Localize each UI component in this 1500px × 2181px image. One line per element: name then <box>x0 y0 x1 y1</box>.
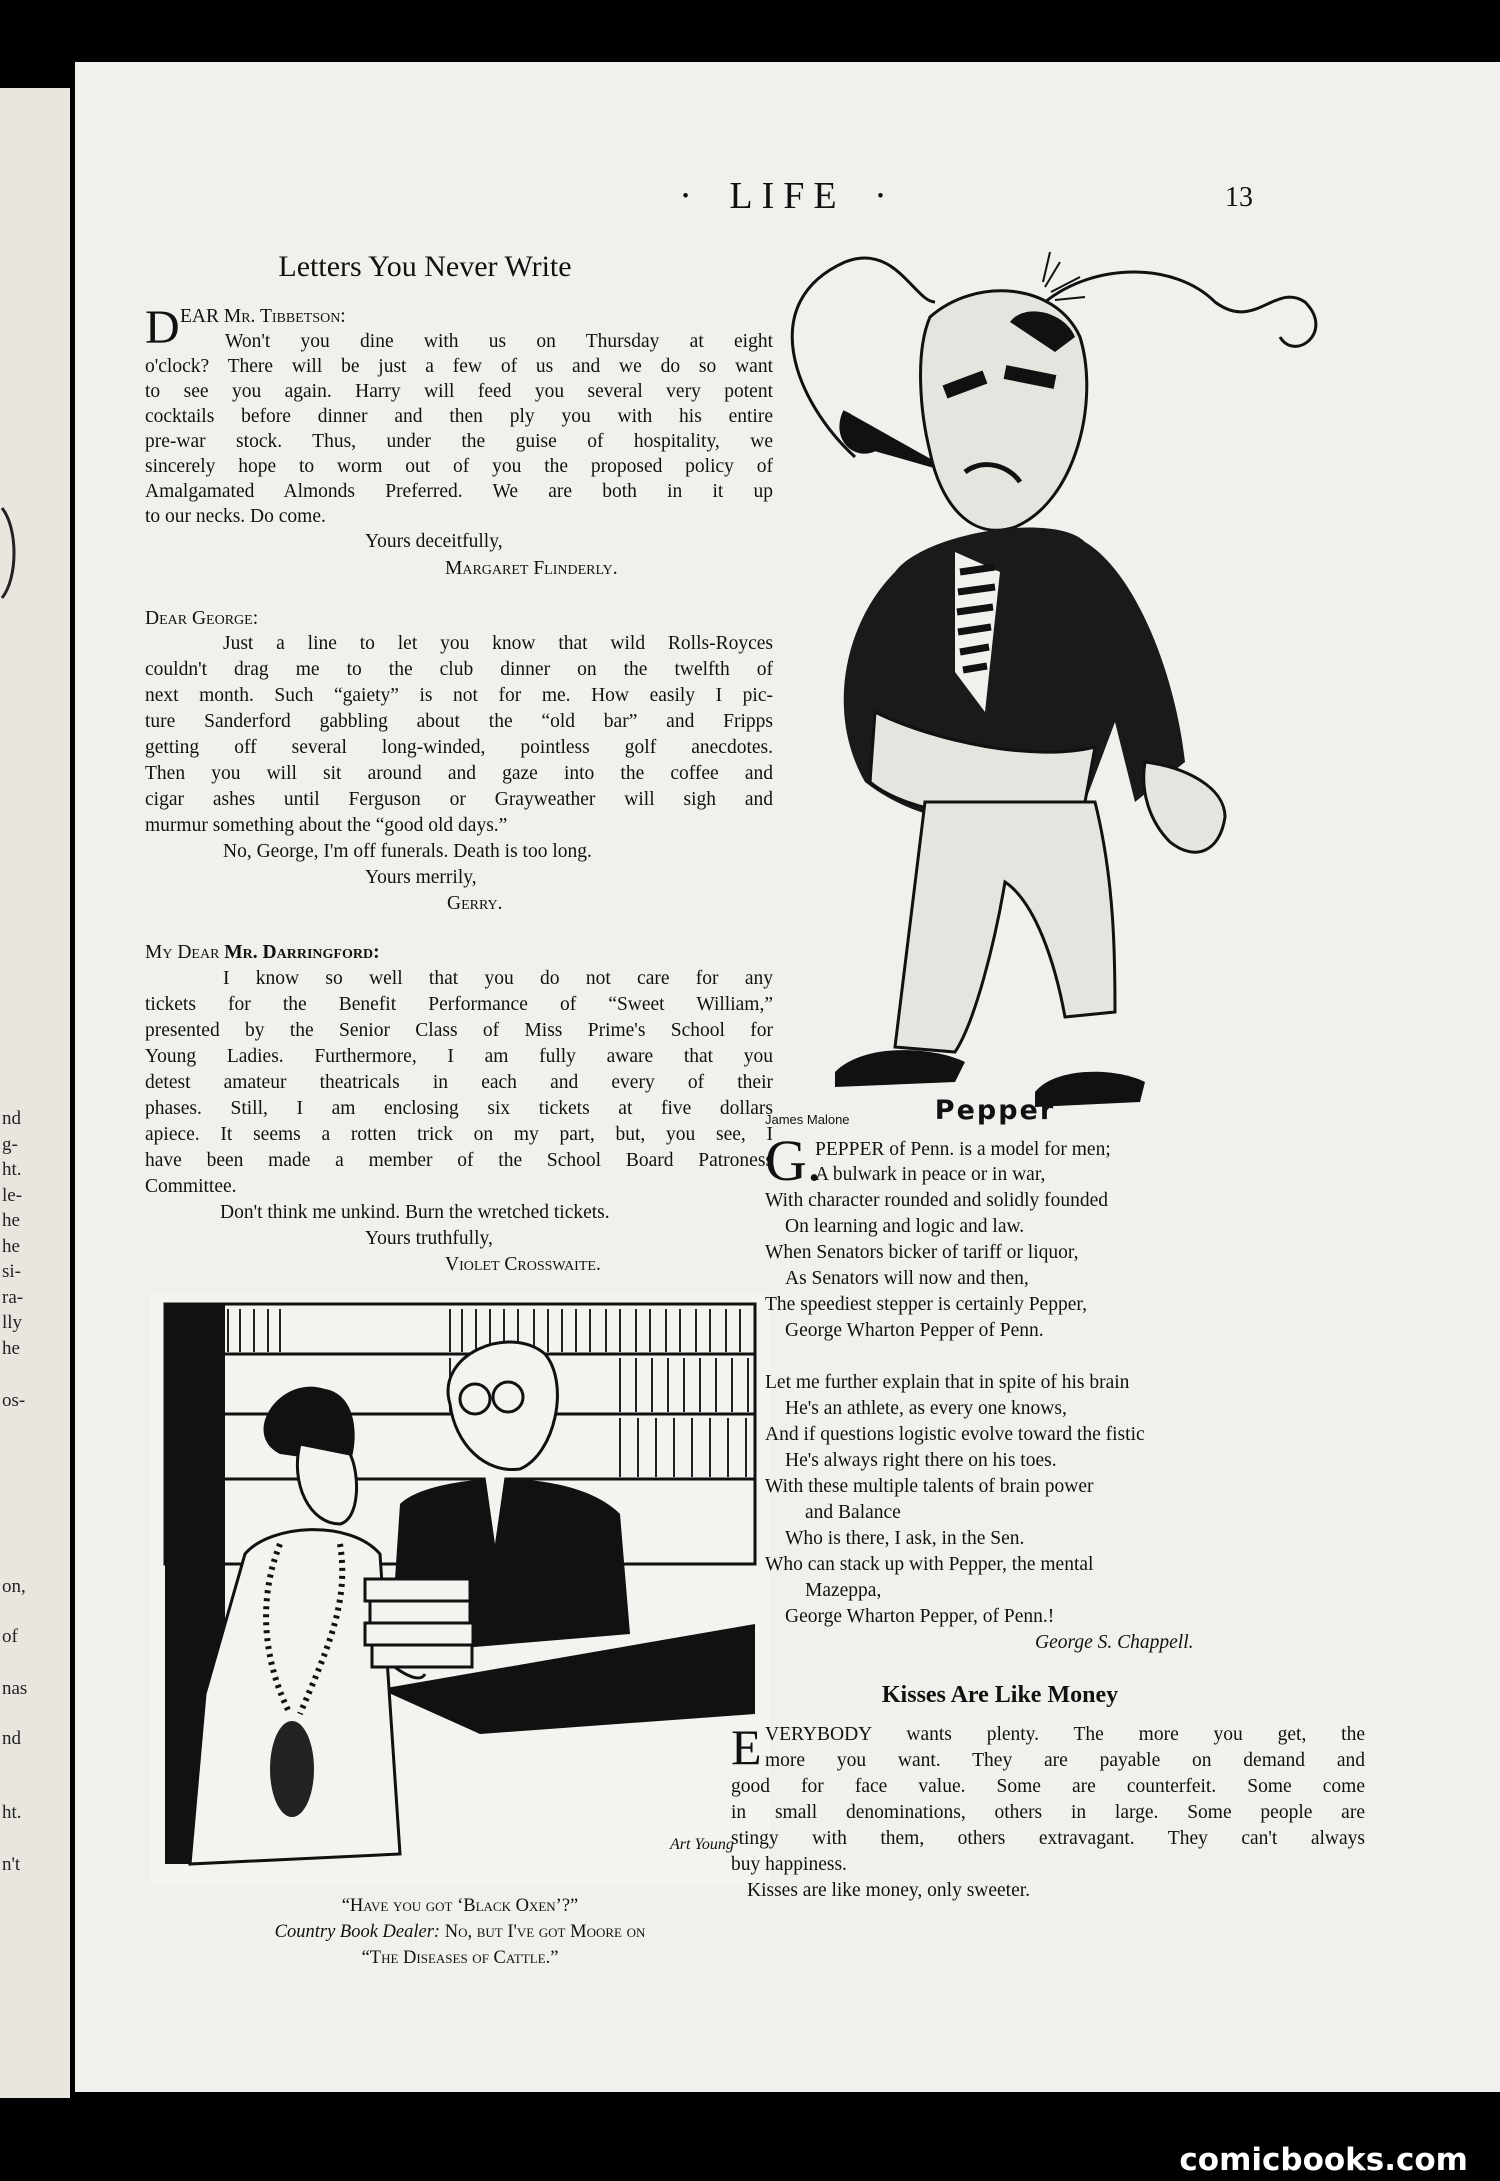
letter-line: Then you will sit around and gaze into the coffee and <box>145 763 773 784</box>
poem-title: Pepper <box>934 1095 1056 1126</box>
letter-line: cocktails before dinner and then ply you with his entire <box>145 406 773 427</box>
poem-line: The speediest stepper is certainly Pepper, <box>765 1294 1087 1315</box>
facing-page-fragment: ra- <box>2 1287 24 1308</box>
letter-line: Amalgamated Almonds Preferred. We are both in it up <box>145 481 773 502</box>
poem-line: On learning and logic and law. <box>785 1216 1025 1237</box>
facing-page-fragment: le- <box>2 1185 23 1206</box>
letter-line: have been made a member of the School Board Patroness <box>145 1150 773 1171</box>
letter-line: tickets for the Benefit Performance of “Sweet William,” <box>145 994 773 1015</box>
poem-line: PEPPER of Penn. is a model for men; <box>815 1139 1111 1160</box>
facing-page-fragment: os- <box>2 1390 26 1411</box>
pepper-caricature <box>755 242 1385 1147</box>
letter-salutation: Dear George: <box>145 608 259 629</box>
facing-page-fragment: ht. <box>2 1159 22 1180</box>
letter-signature: Margaret Flinderly. <box>445 558 618 579</box>
portrait-artist-signature: James Malone <box>765 1112 850 1127</box>
letter-salutation <box>145 940 380 965</box>
facing-page-fragment: he <box>2 1210 20 1231</box>
facing-page-fragment: nd <box>2 1728 21 1749</box>
facing-page-fragment: he <box>2 1236 20 1257</box>
kisses-line: more you want. They are payable on demand and <box>765 1750 1365 1771</box>
letter-line: o'clock? There will be just a few of us and we do so want <box>145 356 773 377</box>
letter-line: to see you again. Harry will feed you several very potent <box>145 381 773 402</box>
poem-line: He's an athlete, as every one knows, <box>785 1398 1067 1419</box>
letter-line: pre-war stock. Thus, under the guise of hospitality, we <box>145 431 773 452</box>
site-watermark: comicbooks.com <box>1179 2142 1468 2178</box>
salutation-prefix: My Dear <box>145 942 220 963</box>
kisses-dropcap: E <box>731 1719 762 1775</box>
kisses-line: VERYBODY wants plenty. The more you get, the <box>765 1724 1365 1745</box>
letter-line: No, George, I'm off funerals. Death is too long. <box>223 841 592 862</box>
bookshop-cartoon <box>150 1294 770 1884</box>
letter-closing: Yours truthfully, <box>365 1228 493 1249</box>
magazine-title: LIFE <box>729 175 846 217</box>
poem-author: George S. Chappell. <box>1035 1632 1194 1653</box>
facing-page-fragment: nas <box>2 1678 28 1699</box>
poem-dropcap: G. <box>765 1128 822 1193</box>
poem-line: He's always right there on his toes. <box>785 1450 1057 1471</box>
masthead-dot: · <box>874 175 896 217</box>
facing-page-ornament <box>0 498 20 608</box>
kisses-line: Kisses are like money, only sweeter. <box>747 1880 1031 1901</box>
poem-line: When Senators bicker of tariff or liquor, <box>765 1242 1079 1263</box>
letter-closing: Yours merrily, <box>365 867 477 888</box>
letter-line: Won't you dine with us on Thursday at eight <box>225 331 773 352</box>
letter-line: cigar ashes until Ferguson or Grayweather will sigh and <box>145 789 773 810</box>
poem-line: George Wharton Pepper of Penn. <box>785 1320 1044 1341</box>
poem-line: With character rounded and solidly founded <box>765 1190 1109 1211</box>
facing-page-fragment: si- <box>2 1261 21 1282</box>
facing-page-fragment: nd <box>2 1108 21 1129</box>
letter-line: Young Ladies. Furthermore, I am fully aware that you <box>145 1046 773 1067</box>
caption-line: “The Diseases of Cattle.” <box>361 1948 559 1968</box>
letter-line: getting off several long-winded, pointless golf anecdotes. <box>145 737 773 758</box>
facing-page-fragment: g- <box>2 1134 18 1155</box>
kisses-line: good for face value. Some are counterfeit. Some come <box>731 1776 1365 1797</box>
page-number: 13 <box>1225 182 1253 213</box>
letter-salutation: EAR Mr. Tibbetson: <box>180 306 346 327</box>
caption-line <box>150 1922 770 1943</box>
facing-page-fragment: lly <box>2 1312 23 1333</box>
magazine-page <box>75 62 1500 2092</box>
facing-page-fragment: n't <box>2 1854 21 1875</box>
dropcap-d: D <box>145 301 180 354</box>
letter-line: apiece. It seems a rotten trick on my part, but, you see, I <box>145 1124 773 1145</box>
poem-line: A bulwark in peace or in war, <box>815 1164 1046 1185</box>
letter-line: murmur something about the “good old days.” <box>145 815 508 836</box>
kisses-title: Kisses Are Like Money <box>881 1682 1119 1708</box>
facing-page-fragment: ht. <box>2 1802 22 1823</box>
letter-line: Committee. <box>145 1176 237 1197</box>
masthead <box>75 174 1500 218</box>
letter-line: to our necks. Do come. <box>145 506 326 527</box>
salutation-name: Mr. Darringford: <box>224 942 380 963</box>
letter-signature: Violet Crosswaite. <box>445 1254 601 1275</box>
masthead-dot: · <box>679 175 701 217</box>
poem-line: Who can stack up with Pepper, the mental <box>765 1554 1094 1575</box>
letter-signature: Gerry. <box>447 893 503 914</box>
letter-line: next month. Such “gaiety” is not for me. How easily I pic- <box>145 685 773 706</box>
letter-closing: Yours deceitfully, <box>365 531 503 552</box>
kisses-line: stingy with them, others extravagant. They can't always <box>731 1828 1365 1849</box>
letter-line: couldn't drag me to the club dinner on the twelfth of <box>145 659 773 680</box>
kisses-line: buy happiness. <box>731 1854 847 1875</box>
facing-page-fragment: he <box>2 1338 20 1359</box>
letter-line: presented by the Senior Class of Miss Prime's School for <box>145 1020 773 1041</box>
letter-line: detest amateur theatricals in each and every of their <box>145 1072 773 1093</box>
letter-line: Just a line to let you know that wild Rolls-Royces <box>223 633 773 654</box>
poem-line: George Wharton Pepper, of Penn.! <box>785 1606 1055 1627</box>
letters-title: Letters You Never Write <box>278 250 572 283</box>
letter-line: Don't think me unkind. Burn the wretched tickets. <box>220 1202 610 1223</box>
letter-line: I know so well that you do not care for any <box>223 968 773 989</box>
caption-line: “Have you got ‘Black Oxen’?” <box>341 1896 579 1916</box>
caption-text: No, but I've got Moore on <box>444 1922 646 1942</box>
facing-page-edge <box>0 88 70 2098</box>
poem-line: As Senators will now and then, <box>785 1268 1029 1289</box>
facing-page-fragment: on, <box>2 1576 26 1597</box>
facing-page-fragment: of <box>2 1626 18 1647</box>
poem-line: And if questions logistic evolve toward the fistic <box>765 1424 1145 1445</box>
poem-line: Mazeppa, <box>805 1580 882 1601</box>
kisses-line: in small denominations, others in large. Some people are <box>731 1802 1365 1823</box>
cartoon-artist-signature: Art Young <box>670 1836 734 1853</box>
poem-line: Let me further explain that in spite of his brain <box>765 1372 1130 1393</box>
letter-line: ture Sanderford gabbling about the “old bar” and Fripps <box>145 711 773 732</box>
poem-line: Who is there, I ask, in the Sen. <box>785 1528 1025 1549</box>
poem-line: and Balance <box>805 1502 901 1523</box>
letter-line: phases. Still, I am enclosing six tickets at five dollars <box>145 1098 773 1119</box>
letter-line: sincerely hope to worm out of you the proposed policy of <box>145 456 773 477</box>
poem-line: With these multiple talents of brain power <box>765 1476 1094 1497</box>
caption-speaker: Country Book Dealer: <box>274 1922 441 1942</box>
